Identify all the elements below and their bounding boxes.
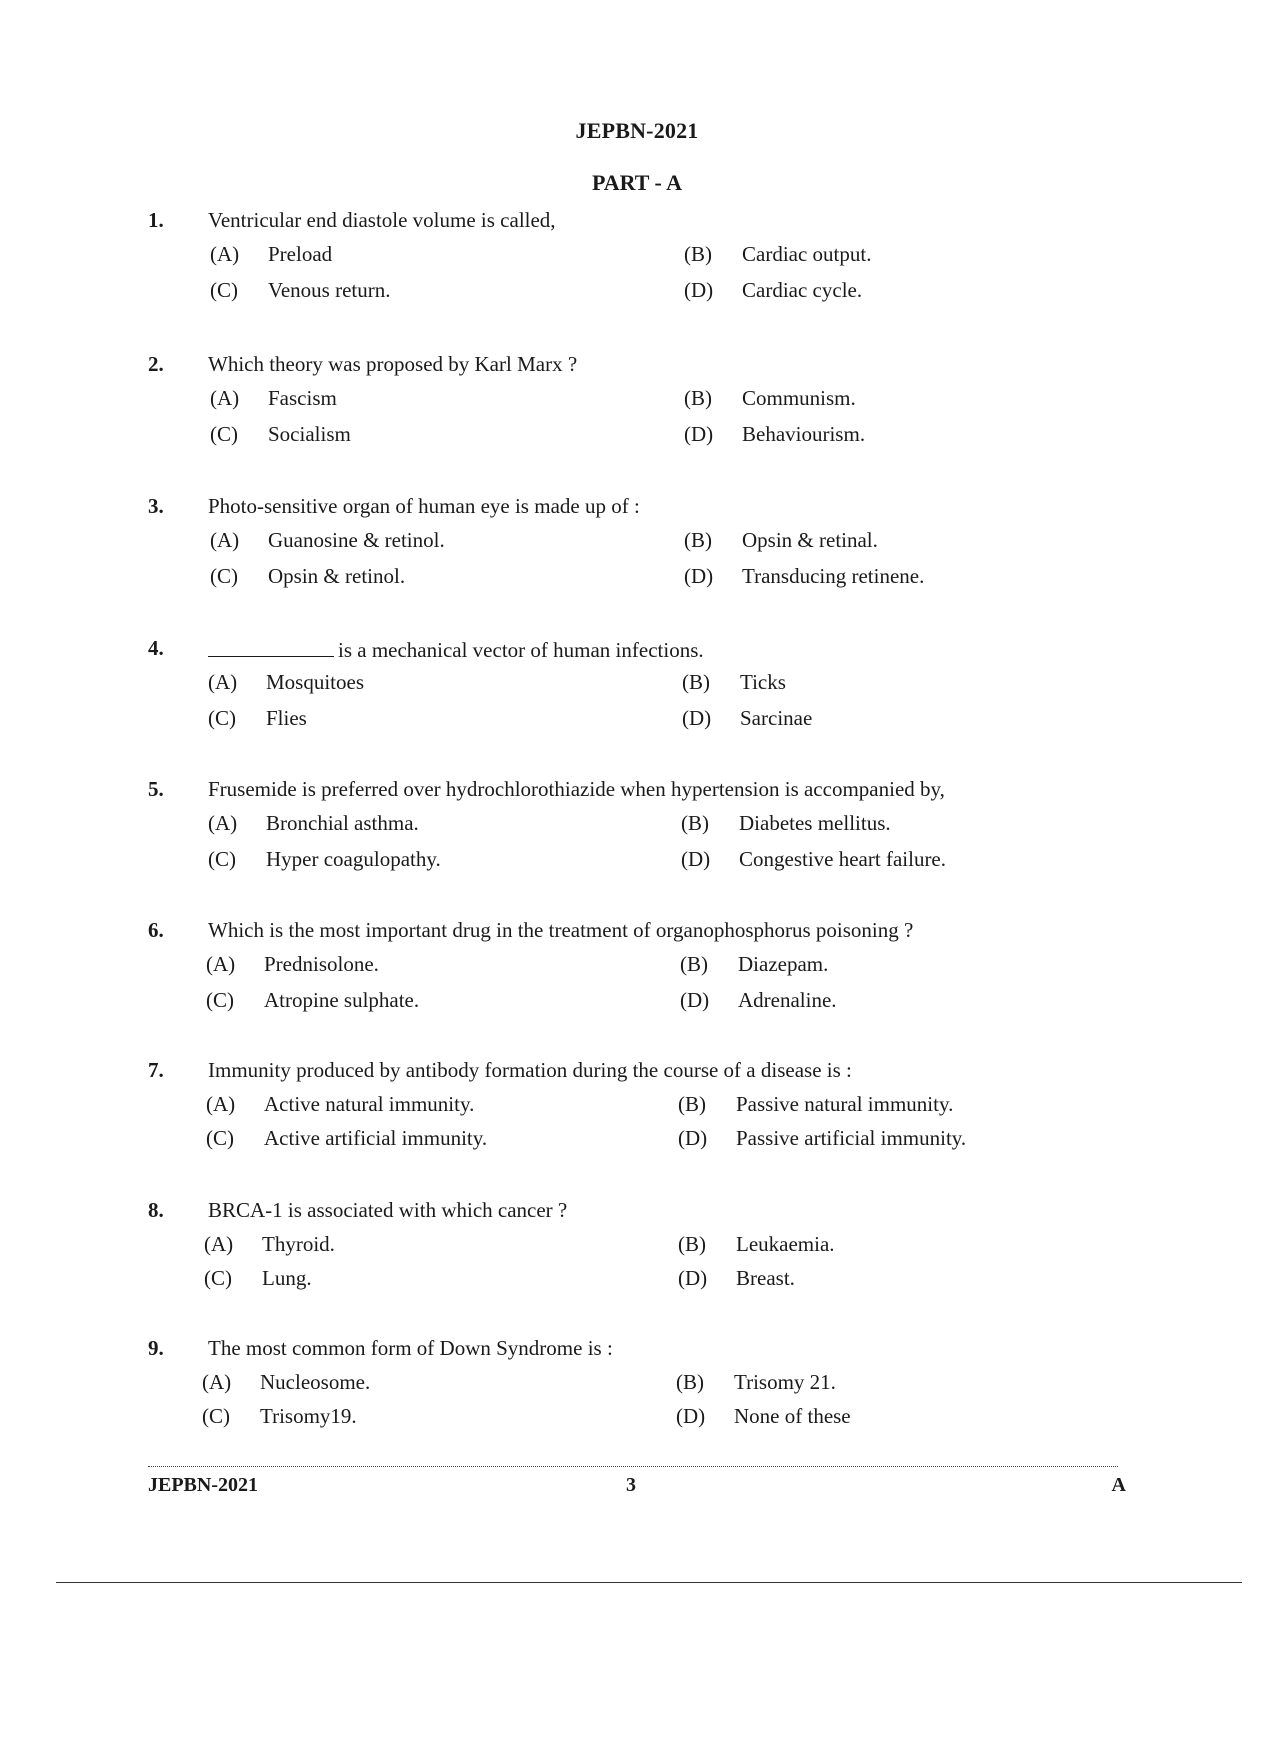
- question-number: 2.: [148, 352, 164, 376]
- booklet-set: A: [1111, 1474, 1126, 1496]
- option-c: (C) Atropine sulphate.: [206, 988, 420, 1012]
- option-d: (D) Sarcinae: [682, 706, 813, 730]
- option-d: (D) None of these: [676, 1404, 851, 1428]
- question-number: 9.: [148, 1336, 164, 1360]
- question-number: 4.: [148, 636, 164, 660]
- option-a: (A) Guanosine & retinol.: [210, 528, 445, 552]
- option-a: (A) Active natural immunity.: [206, 1092, 475, 1116]
- option-b: (B) Opsin & retinal.: [684, 528, 878, 552]
- option-d: (D) Transducing retinene.: [684, 564, 925, 588]
- footer-divider: [148, 1466, 1118, 1467]
- option-b: (B) Diabetes mellitus.: [681, 811, 891, 835]
- question-stem: The most common form of Down Syndrome is :: [208, 1336, 613, 1360]
- page-number: 3: [626, 1474, 636, 1496]
- option-a: (A) Prednisolone.: [206, 952, 379, 976]
- option-d: (D) Breast.: [678, 1266, 795, 1290]
- option-c: (C) Trisomy19.: [202, 1404, 357, 1428]
- question-number: 8.: [148, 1198, 164, 1222]
- question-stem: Which is the most important drug in the treatment of organophosphorus poisoning ?: [208, 918, 914, 942]
- question-stem: Photo-sensitive organ of human eye is made up of :: [208, 494, 640, 518]
- option-b: (B) Passive natural immunity.: [678, 1092, 954, 1116]
- question-stem: Immunity produced by antibody formation during the course of a disease is :: [208, 1058, 852, 1082]
- option-d: (D) Congestive heart failure.: [681, 847, 947, 871]
- option-b: (B) Ticks: [682, 670, 786, 694]
- option-a: (A) Mosquitoes: [208, 670, 365, 694]
- option-b: (B) Cardiac output.: [684, 242, 872, 266]
- question-number: 6.: [148, 918, 164, 942]
- option-b: (B) Diazepam.: [680, 952, 829, 976]
- option-b: (B) Communism.: [684, 386, 856, 410]
- question-number: 3.: [148, 494, 164, 518]
- option-a: (A) Nucleosome.: [202, 1370, 371, 1394]
- fill-in-blank: [208, 636, 334, 657]
- option-b: (B) Trisomy 21.: [676, 1370, 836, 1394]
- question-stem: is a mechanical vector of human infections.: [208, 636, 704, 663]
- question-stem: BRCA-1 is associated with which cancer ?: [208, 1198, 568, 1222]
- option-c: (C) Venous return.: [210, 278, 391, 302]
- option-a: (A) Thyroid.: [204, 1232, 335, 1256]
- option-c: (C) Active artificial immunity.: [206, 1126, 488, 1150]
- option-b: (B) Leukaemia.: [678, 1232, 835, 1256]
- question-stem: Ventricular end diastole volume is called,: [208, 208, 556, 232]
- option-d: (D) Passive artificial immunity.: [678, 1126, 967, 1150]
- question-stem: Frusemide is preferred over hydrochlorothiazide when hypertension is accompanied by,: [208, 777, 945, 801]
- option-c: (C) Flies: [208, 706, 307, 730]
- question-stem: Which theory was proposed by Karl Marx ?: [208, 352, 578, 376]
- option-d: (D) Behaviourism.: [684, 422, 866, 446]
- part-title: PART - A: [591, 170, 683, 195]
- option-d: (D) Cardiac cycle.: [684, 278, 863, 302]
- question-number: 7.: [148, 1058, 164, 1082]
- option-c: (C) Socialism: [210, 422, 351, 446]
- option-a: (A) Fascism: [210, 386, 337, 410]
- option-a: (A) Preload: [210, 242, 333, 266]
- option-c: (C) Opsin & retinol.: [210, 564, 406, 588]
- footer-exam-code: JEPBN-2021: [148, 1474, 258, 1496]
- page-edge-rule: [56, 1582, 1242, 1583]
- option-d: (D) Adrenaline.: [680, 988, 837, 1012]
- option-c: (C) Lung.: [204, 1266, 312, 1290]
- option-c: (C) Hyper coagulopathy.: [208, 847, 441, 871]
- option-a: (A) Bronchial asthma.: [208, 811, 419, 835]
- question-number: 1.: [148, 208, 164, 232]
- question-number: 5.: [148, 777, 164, 801]
- exam-code-header: JEPBN-2021: [575, 118, 699, 143]
